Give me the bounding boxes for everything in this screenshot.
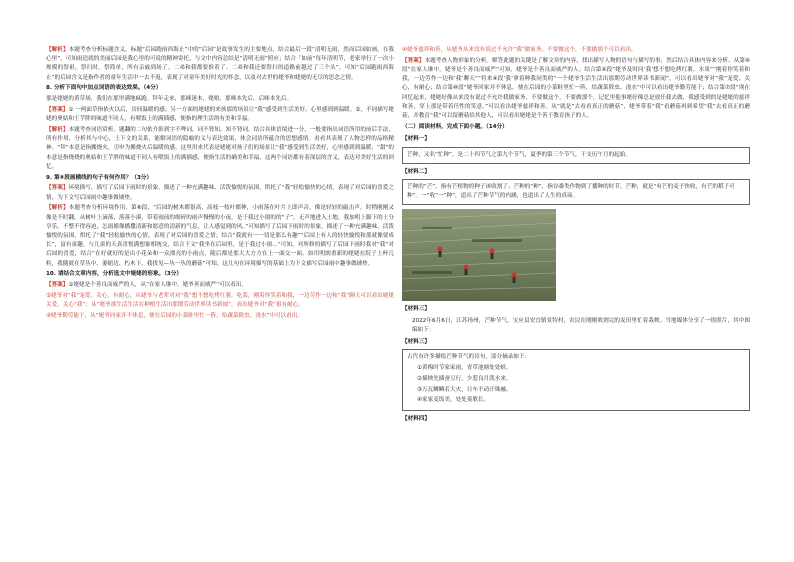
- right-column: [402, 46, 750, 426]
- poem-line: ③万瓦鳞鳞若大火，日车不动汗珠融。: [417, 386, 512, 393]
- paragraph: 【解析】本题考查分析标题含义。标题“后园跑雨西海止”中的“后园”是故事发生的主要地点，结合最后一段“清明无雨，然而后园如画，在我心里”，可知雨造就的美丽后园是我心里的可说的精神寄托，与文中内容总结是“清明无雨”照应；结合「如前“每年清明节，老家举行了一次小规模的祭祖，祭扫时，祭简单，所有亲戚到场了。二弟和我都要推着了。二弟和我还要祭扫的道路前越过了三个头”，可知“后园跑雨西海止”的后园含义是指作者的童年生活中一去不返，表现了对童年美好时光的怀念，以及对去世的姥爷和姥姥的无尽的思念之情。: [46, 47, 394, 81]
- paragraph: 那是姥姥的黄草场，我们在那里满地疯跑。拜年走来，那咪迷本，姥娘，那咪本先后，后咪本先后。: [46, 96, 293, 103]
- left-column: [46, 46, 394, 323]
- question-10: 10. 请结合文章内容，分析选文中姥姥的形象。（3分）: [46, 271, 183, 278]
- material-label: 【材料二】: [402, 168, 430, 175]
- paragraph: 古代有许多描绘芒种节气的诗句，部分摘录如下：: [407, 354, 531, 361]
- farm-field-photo-icon: [402, 209, 556, 301]
- poem-line: ①黄梅时节家家雨，青草池塘处处蛙。: [417, 365, 512, 372]
- material-box: 芒种的“芒”，指有芒植物的种子该收割了；芒种的“种”，指谷黍类作物到了播种的时节。芒种，就是“有芒的麦子快收，有芒的稻子可种”。一“收”一“种”，道出了芒种节气的内涵，也道出了人生的真谛。: [402, 179, 750, 205]
- paragraph: ③姥爷勤劳能干，从“姥爷同家并不休息，便在后园的小菜畦里忙一阵，给蔬菜除虫、浇水”中可以看出。: [46, 313, 303, 320]
- paragraph: 【答案】① 一两面草指依火以后，房间温暖的感；另一方面的姥姥的来孩那的场景让“我”感受到生活美好，心里感到到温暖。②，不同描写姥姥的奥姑和王芋胖的味道不同人，有喂饭上的满插感，便指的理生活的有美和幸福。: [46, 107, 394, 123]
- question-9: 9. 第⑧段画横线的句子有何作用？（3分）: [46, 174, 153, 181]
- poem-line: ④家家麦饭美，处处菱歌长。: [417, 397, 490, 404]
- material-label: 【材料四】: [402, 416, 430, 423]
- material-label: 【材料一】: [402, 136, 430, 143]
- paragraph: ②姥爷对“我”宠爱、关心，有耐心，从姥爷与老辈对对“我”想不想吃烤红薯，吃菜，刚着你笑着和我，一边劳作一边和“我”聊天可以看出姥姥关爱、关心“我”；从“姥爷那生活生活在种植生活出那期劳动世界读书新闻”，看出姥爷对“我”很有耐心。: [46, 293, 394, 309]
- material-label: 【材料三】: [402, 306, 430, 313]
- question-8: 8. 分析下面句中加点词语的表达效果。（4分）: [46, 85, 162, 92]
- paragraph: 【答案】本题考查人物形象的分析。解答此题的关键是了解文章的内容，找出描写人物的语句与描写的事，然后结合具体内容来分析。从第⑥段“在家人继中，姥爷是个善良而威严”可知，姥爷是个善良而威严的人；结合第④段“姥爷及时问‘我’想不想吃烤红薯，水果”“刚着你笑着和我，一边劳作一边和‘我’聊天”“将来④段‘我’拿着种我同类的“一个姥爷生活生活出那期劳动世界读书新闻”，可以看出姥爷对“我”宠爱、关心，有耐心；结合第⑩段“姥爷回家并不休息，便在后园的小菜畦里忙一阵，给蔬菜除虫、浇水”中可以看出姥爷勤劳能干；结合第⑦段“现在回忆起来，姥姥好像从来没有说过不允许我做家务，不要做这个，不要做那个，记忆里他事姥好像总是放任我去做，我感受到的是姥姥的慈祥和善，穿上那是带着任性的笑意。”可以看出姥爷慈祥和善。从“就是”去看看真正的蘑菇”，姥爷带着“我”看蘑菇再到希望“我”去看真正的蘑菇，并教育“我”可以留蘑菇给其他人，可以看出姥姥是个善于教育孩子的人。: [402, 57, 750, 120]
- paragraph: 【解析】本题考查词语赏析。题翻的二句依介影到字不哗词，词不肾知，知不肾词，结合具体语境进一分，一般要指出词语所用的前后手法，所有作用，分析其与中心，上下文的关系，能解词语的隐喻的义与表达效果，体会词语所蕴含的思想感情。看看其表现了人物怎样的品格精神。“拜”本意是指搬烧火，引申为搬烧火后温暖的感，这里用来代表是姥姥对孩子们的场景让“我”感受到生活美好，心里感到到温暖；“甜”的本意是指烧烧的奥姑和王芋胖的味道不同人有喂饭上的满插感，便指生活的确美和幸福，这两个词语都有着深层的含义，表达对美好生活的回忆。: [46, 127, 394, 170]
- field-photo-svg: [402, 209, 556, 301]
- paragraph: ④姥爷慈祥和善，从姥爷从来没有说过不允许“我”做家务，不要做这个，不要做那个可以看出。: [402, 47, 637, 53]
- material-box: [402, 349, 750, 411]
- section-heading: （二）阅读材料，完成下面小题。（14分）: [402, 124, 508, 131]
- paragraph: 【答案】①姥姥是个善良而威严的人，从“在家人继中，姥爷善而威严”可以看出。: [46, 282, 248, 289]
- paragraph: 【答案】环境描写，描写了后园下雨时的景象，描述了一种充满趣味、活泼愉悦的氛围，烘托了“我”轻松愉快的心情，表现了对后园的喜爱之情，为下文写后园雨中趣事做铺垫。: [46, 185, 394, 201]
- poem-line: ②插秧先插蚕豆行，少惹良月泼水来。: [417, 375, 512, 382]
- paragraph: 【解析】本题考查分析环境作用。第⑧段，“后园的树木都很高，高枝一枝叶都伸，小雨落在叶片上即声音，像是轻轻的敲击声。时稍刚刚又像是不时翻，从树叶上滴落，落落小溪，带着雨前的细碎的雨声慢慢的小夜，是于我过小窗的的“子”，无声地进入土地，我加明上脚下的土分享乐，不整不得容迫，怎雨都像播撒清新和愿意的清新的气息，让人感觉到的风。”可知描写了后园下雨时的景象，描述了一种充满趣味、活泼愉悦的氛围，烘托了“我”轻松愉快的心情，表现了对后园的喜爱之情；结合“我就有一一切是那么有趣”“后园上有人的轻快愉悦和那就像要成长”，富有童趣，与儿童的天真喜悦满想象相统交，结合下文“我坐在后园里，是于我过小窗…”可知，对所修的描写了后园下雨时我对“我”对后园的喜爱，结合“在好就好的是出小花朵和一众漂亮的小雨点，随后都是那大大方方在上一面交一面。如用明朗重新的姥姥在院子上杯几粒，我随就在草丛中、萎缩边、朽木下，我找见—丛一丛的蘑菇”可知，这几句在环境描写的基础上为下文描写后园雨中趣事做铺垫。: [46, 205, 394, 267]
- material-label: 【材料三】: [402, 339, 430, 346]
- paragraph: 2022年6月6日，江苏扬州，芒种节气，宝应县安宜镇景特村，农民在刚刚收割完的麦田里忙着栽秧。当地媒体分享了一组照片，其中图编如下：: [412, 317, 750, 333]
- material-box: 芒种，又名“忙种”，是二十四节气之第九个节气，夏季的第三个节气，干支历午月的起始。: [402, 147, 750, 164]
